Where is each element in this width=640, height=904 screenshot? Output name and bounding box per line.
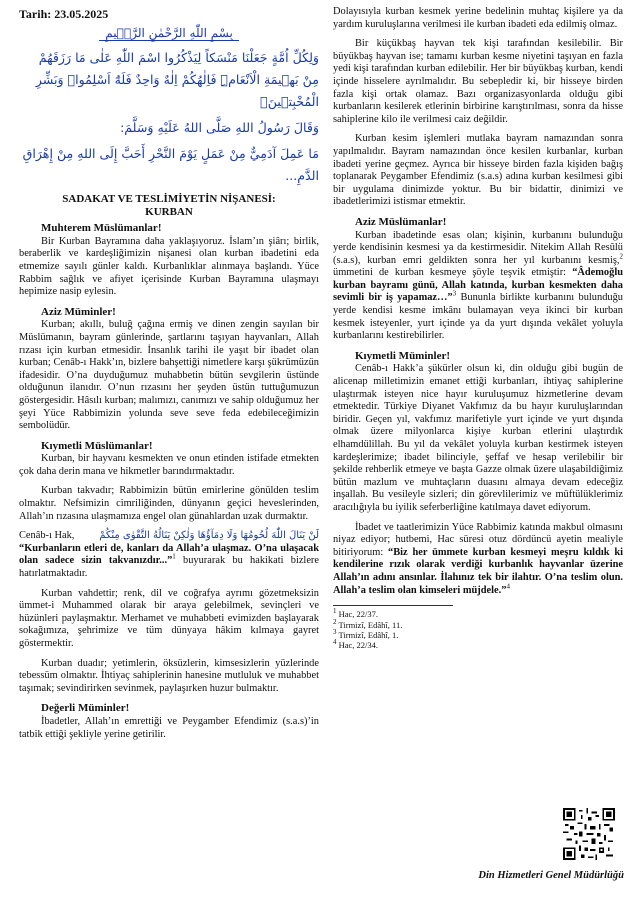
footnote-ref: 2: [619, 252, 623, 261]
paragraph: İbadetler, Allah’ın emrettiği ve Peygamber Efendimiz (s.a.s)’in tatbik ettiği şekliyle yerine getirilir.: [19, 715, 319, 740]
sermon-title: [19, 193, 319, 219]
section-heading: Kıymetli Müslümanlar!: [41, 439, 153, 452]
right-column: [333, 6, 623, 651]
basmala-text: بِسْمِ اللّٰهِ الرَّحْمٰنِ الرَّح۪يمِ: [99, 27, 239, 42]
document-date: Tarih: 23.05.2025: [19, 7, 109, 21]
paragraph-tail: buyurarak bu hakikati bizlere hatırlatmaktadır.: [19, 555, 320, 580]
sermon-title-line2: KURBAN: [145, 206, 193, 219]
section-heading: Aziz Müminler!: [41, 305, 116, 318]
footnote-ref: 3: [452, 290, 457, 298]
paragraph-verse: [19, 530, 319, 580]
paragraph-lead: Cenâb-ı Hak,: [19, 530, 75, 542]
sermon-title-line1: SADAKAT VE TESLİMİYETİN NİŞANESİ:: [62, 193, 276, 206]
footnote-item: $^2$ Tirmizî, Edâhî, 11.: [333, 617, 403, 630]
footnote-item: $^4$ Hac, 22/34.: [333, 638, 379, 651]
section-heading: Değerli Müminler!: [41, 702, 130, 715]
section-heading: Aziz Müslümanlar!: [355, 215, 447, 228]
footnote-item: $^1$ Hac, 22/37.: [333, 607, 379, 620]
paragraph-part: İbadet ve taatlerimizin Yüce Rabbimiz katında makbul olmasını niyaz ediyor; hutbemi, Hac süresi otuz dördüncü ayetin mealiyle bitiriyorum:: [333, 521, 623, 558]
paragraph-part: Kurban ibadetinde esas olan; kişinin, kurbanını bulunduğu yerde kendisinin kesmesi ya da kestirmesidir. Nitekim Allah Resûlü (s.a.s), kurban emri geldikten sonra her yıl kurbanını kesmiş,: [333, 229, 623, 266]
issuer-signature: Din Hizmetleri Genel Müdürlüğü: [478, 870, 624, 881]
paragraph: Dolayısıyla kurban kesmek yerine bedelinin muhtaç kişilere ya da yardım kuruluşlarına verilmesi ile kurban ibadeti eda edilmiş olmaz.: [333, 6, 623, 30]
footnote-divider: [333, 605, 453, 606]
qr-code-icon[interactable]: [563, 808, 615, 860]
verse-inline-arabic: لَنْ يَنَالَ اللّٰهَ لُحُومُهَا وَلَا دِمَآؤُهَا وَلٰكِنْ يَنَالُهُ التَّقْوٰى مِنْكُمْ: [99, 530, 319, 542]
hadith-arabic: مَا عَمِلَ آدَمِيٌّ مِنْ عَمَلٍ يَوْمَ النَّحْرِ أَحَبَّ إِلَى اللهِ مِنْ إِهْرَاقِ الدَّمِ...: [22, 146, 319, 184]
left-column: [19, 6, 319, 748]
paragraph: Kurban duadır; yetimlerin, öksüzlerin, kimsesizlerin yüzlerinde tebessüm olmaktır. İhtiyaç sahiplerinin hanesine mutluluk ve muhabbet taşımak; sevindirirken sevinmek, paylaşırken huzur bulmaktır.: [19, 657, 319, 694]
basmala-calligraphy: [19, 27, 319, 42]
paragraph: Kurban vahdettir; renk, dil ve coğrafya ayrımı gözetmeksizin ümmet-i Muhammed olarak bir araya gelebilmek, sevinçleri ve hüzünleri paylaşmaktır. Merhamet ve muhabbeti evimizden başlayarak sokağımıza, şehrimize ve tüm dünyaya hâkim kılmaya gayret göstermektir.: [19, 587, 319, 649]
paragraph: Bir Kurban Bayramına daha yaklaşıyoruz. İslam’ın şiârı; birlik, beraberlik ve kardeşliğimizin nişanesi olan kurban ibadetini eda etmemize sayılı günler kaldı. Kurbanlıklar alınmaya başlandı. Yüce Rabbim sağlık ve afiyet içerisinde Kurban Bayramına ulaşmayı hepimize nasip eylesin.: [19, 235, 319, 298]
paragraph-part: ümmetini de kurban kesmeye şöyle teşvik etmiştir:: [333, 267, 573, 279]
footnotes: [333, 609, 623, 651]
paragraph-with-quote: [333, 230, 623, 343]
closing-paragraph: [333, 522, 623, 598]
paragraph: Cenâb-ı Hakk’a şükürler olsun ki, din olduğu gibi bugün de alicenap milletimizin emanet ettiği kurbanları, ihtiyaç sahiplerine ulaştırmak isteyen nice hayır kuruluşumuz hizmetlerine devam etmektedir. Türkiye Diyanet Vakfımız da bu hayır kuruluşlarından biridir. Geçen yıl, vakfımız marifetiyle yurt içinde ve yurt dışında olmak üzere milyonlarca kişiye kurban etlerini ulaştırdık elhamdülillah. Bu yıl da vekâlet yoluyla kurban kestirmek isteyen kardeşlerimize; ibadet bilinciyle, şeffaf ve hesap verilebilir bir şekilde rehberlik etmeye ve başta Gazze olmak üzere ulaşabildiğimiz bütün mazlum ve muhtaçların duasını almaya devam edeceğiz inşallah. Bu vesileyle sizleri; din görevlilerimiz ve müftülüklerimiz aracılığıyla bu iyilik seferberliğine katılmaya davet ediyorum.: [333, 363, 623, 513]
section-heading: Kıymetli Müminler!: [355, 349, 451, 362]
footnote-ref: 4: [506, 582, 510, 591]
section-heading: Muhterem Müslümanlar!: [41, 222, 162, 235]
paragraph: Kurban, bir hayvanı kesmekten ve onun etinden istifade etmekten çok daha derin mana ve hikmetler barındırmaktadır.: [19, 453, 319, 477]
hadith-quote: “Âdemoğlu kurban bayramı günü, Allah katında, kurban kesmekten daha sevimli bir iş yapamaz…”: [333, 267, 623, 304]
footnote-ref: 1: [172, 552, 176, 561]
paragraph: Kurban takvadır; Rabbimizin bütün emirlerine gönülden teslim olmaktır. Nefsimizin cimriliğinden, dünyanın geçici heveslerinden, Allah’ın rızasına ulaşmamıza engel olan günahlardan uzak durmaktır.: [19, 485, 319, 522]
paragraph: Kurban; akıllı, buluğ çağına ermiş ve dinen zengin sayılan bir Müslümanın, bayram günlerinde, şartlarını taşıyan hayvanları, Allah rızası için kurban etmesidir. İnsanlık tarihi ile yaşıt bir ibadet olan kurban; Cenâb-ı Hakk’ın, bizlere bahşettiği nimetlere karşı şükrümüzün ifadesidir. O’na duyduğumuz muhabbetin bütün sevgilerin üstünde olduğunun ilanıdır. O’nun rızasını her şeyden üstün tuttuğumuzun göstergesidir. Hâsılı kurban; malımızı, canımızı ve sahip olduğumuz her şeyi Yüce Rabbimizin yolunda seve seve feda edebileceğimizin sembolüdür.: [19, 319, 319, 432]
footnote-item: $^3$ Tirmizî, Edâhî, 1.: [333, 628, 399, 640]
hadith-intro-arabic: وَقَالَ رَسُولُ اللهِ صَلَّى اللهُ عَلَيْهِ وَسَلَّمَ:: [120, 120, 319, 136]
quran-verse-arabic: وَلِكُلِّ اُمَّةٍ جَعَلْنَا مَنْسَكاً لِيَذْكُرُوا اسْمَ اللّٰهِ عَلٰى مَا رَزَقَهُمْ مِنْ بَه۪يمَةِ الْاَنْعَامِۜ فَاِلٰهُكُمْ اِلٰهٌ وَاحِدٌ فَلَهُٓ اَسْلِمُواۜ وَبَشِّرِ الْمُخْبِت۪ينَۙ: [35, 50, 319, 110]
verse-translation-quote: “Kurbanların etleri de, kanları da Allah’a ulaşmaz. O’na ulaşacak olan sadece sizin takvanızdır...”: [19, 542, 319, 567]
paragraph-part: Bununla birlikte kurbanını bulunduğu yerde kendisi kesme imkânı bulamayan veya ikinci bir kurban kesmek isteyenler, yurt içinde ya da yurt dışında vekâlet yoluyla kurbanlarını kestirebilirler.: [333, 292, 623, 342]
closing-verse-quote: “Biz her ümmete kurban kesmeyi meşru kıldık ki kendilerine rızık olarak verdiği kurbanlık hayvanlar üzerine Allah’ın adını ansınlar. İlahınız tek bir ilahtır. O’na teslim olun. Allah’a teslim olan kimseleri müjdele.”: [333, 546, 623, 596]
paragraph: Kurban kesim işlemleri mutlaka bayram namazından sonra yapılmalıdır. Bayram namazından önce kesilen kurbanlar, kurban ibadeti yerine geçmez. Ayrıca bir hisseye birden fazla kişiden bağış toplanarak Peygamber Efendimiz (s.a.s) adına kurban kesilmesi gibi bir uygulama dinimizde yoktur. Bu bir bidattir, dinimizi ve ibadetlerimizi istismar etmektir.: [333, 133, 623, 208]
paragraph: Bir küçükbaş hayvan tek kişi tarafından kesilebilir. Bir büyükbaş hayvan ise; tamamı kurban kesme niyetini taşıyan en fazla yedi kişi tarafından kurban edilebilir. Her bir büyükbaş kurban, kendi içinde hisselere ayrılmalıdır. Bu sebepledir ki, bir hisseye birden fazla kişi ortak olamaz. Bazı organizasyonlarda olduğu gibi kurbanların kesilerek etlerinin birbirine karıştırılması, sonra da hisse sahiplerine kilo ile verilmesi caiz değildir.: [333, 38, 623, 125]
